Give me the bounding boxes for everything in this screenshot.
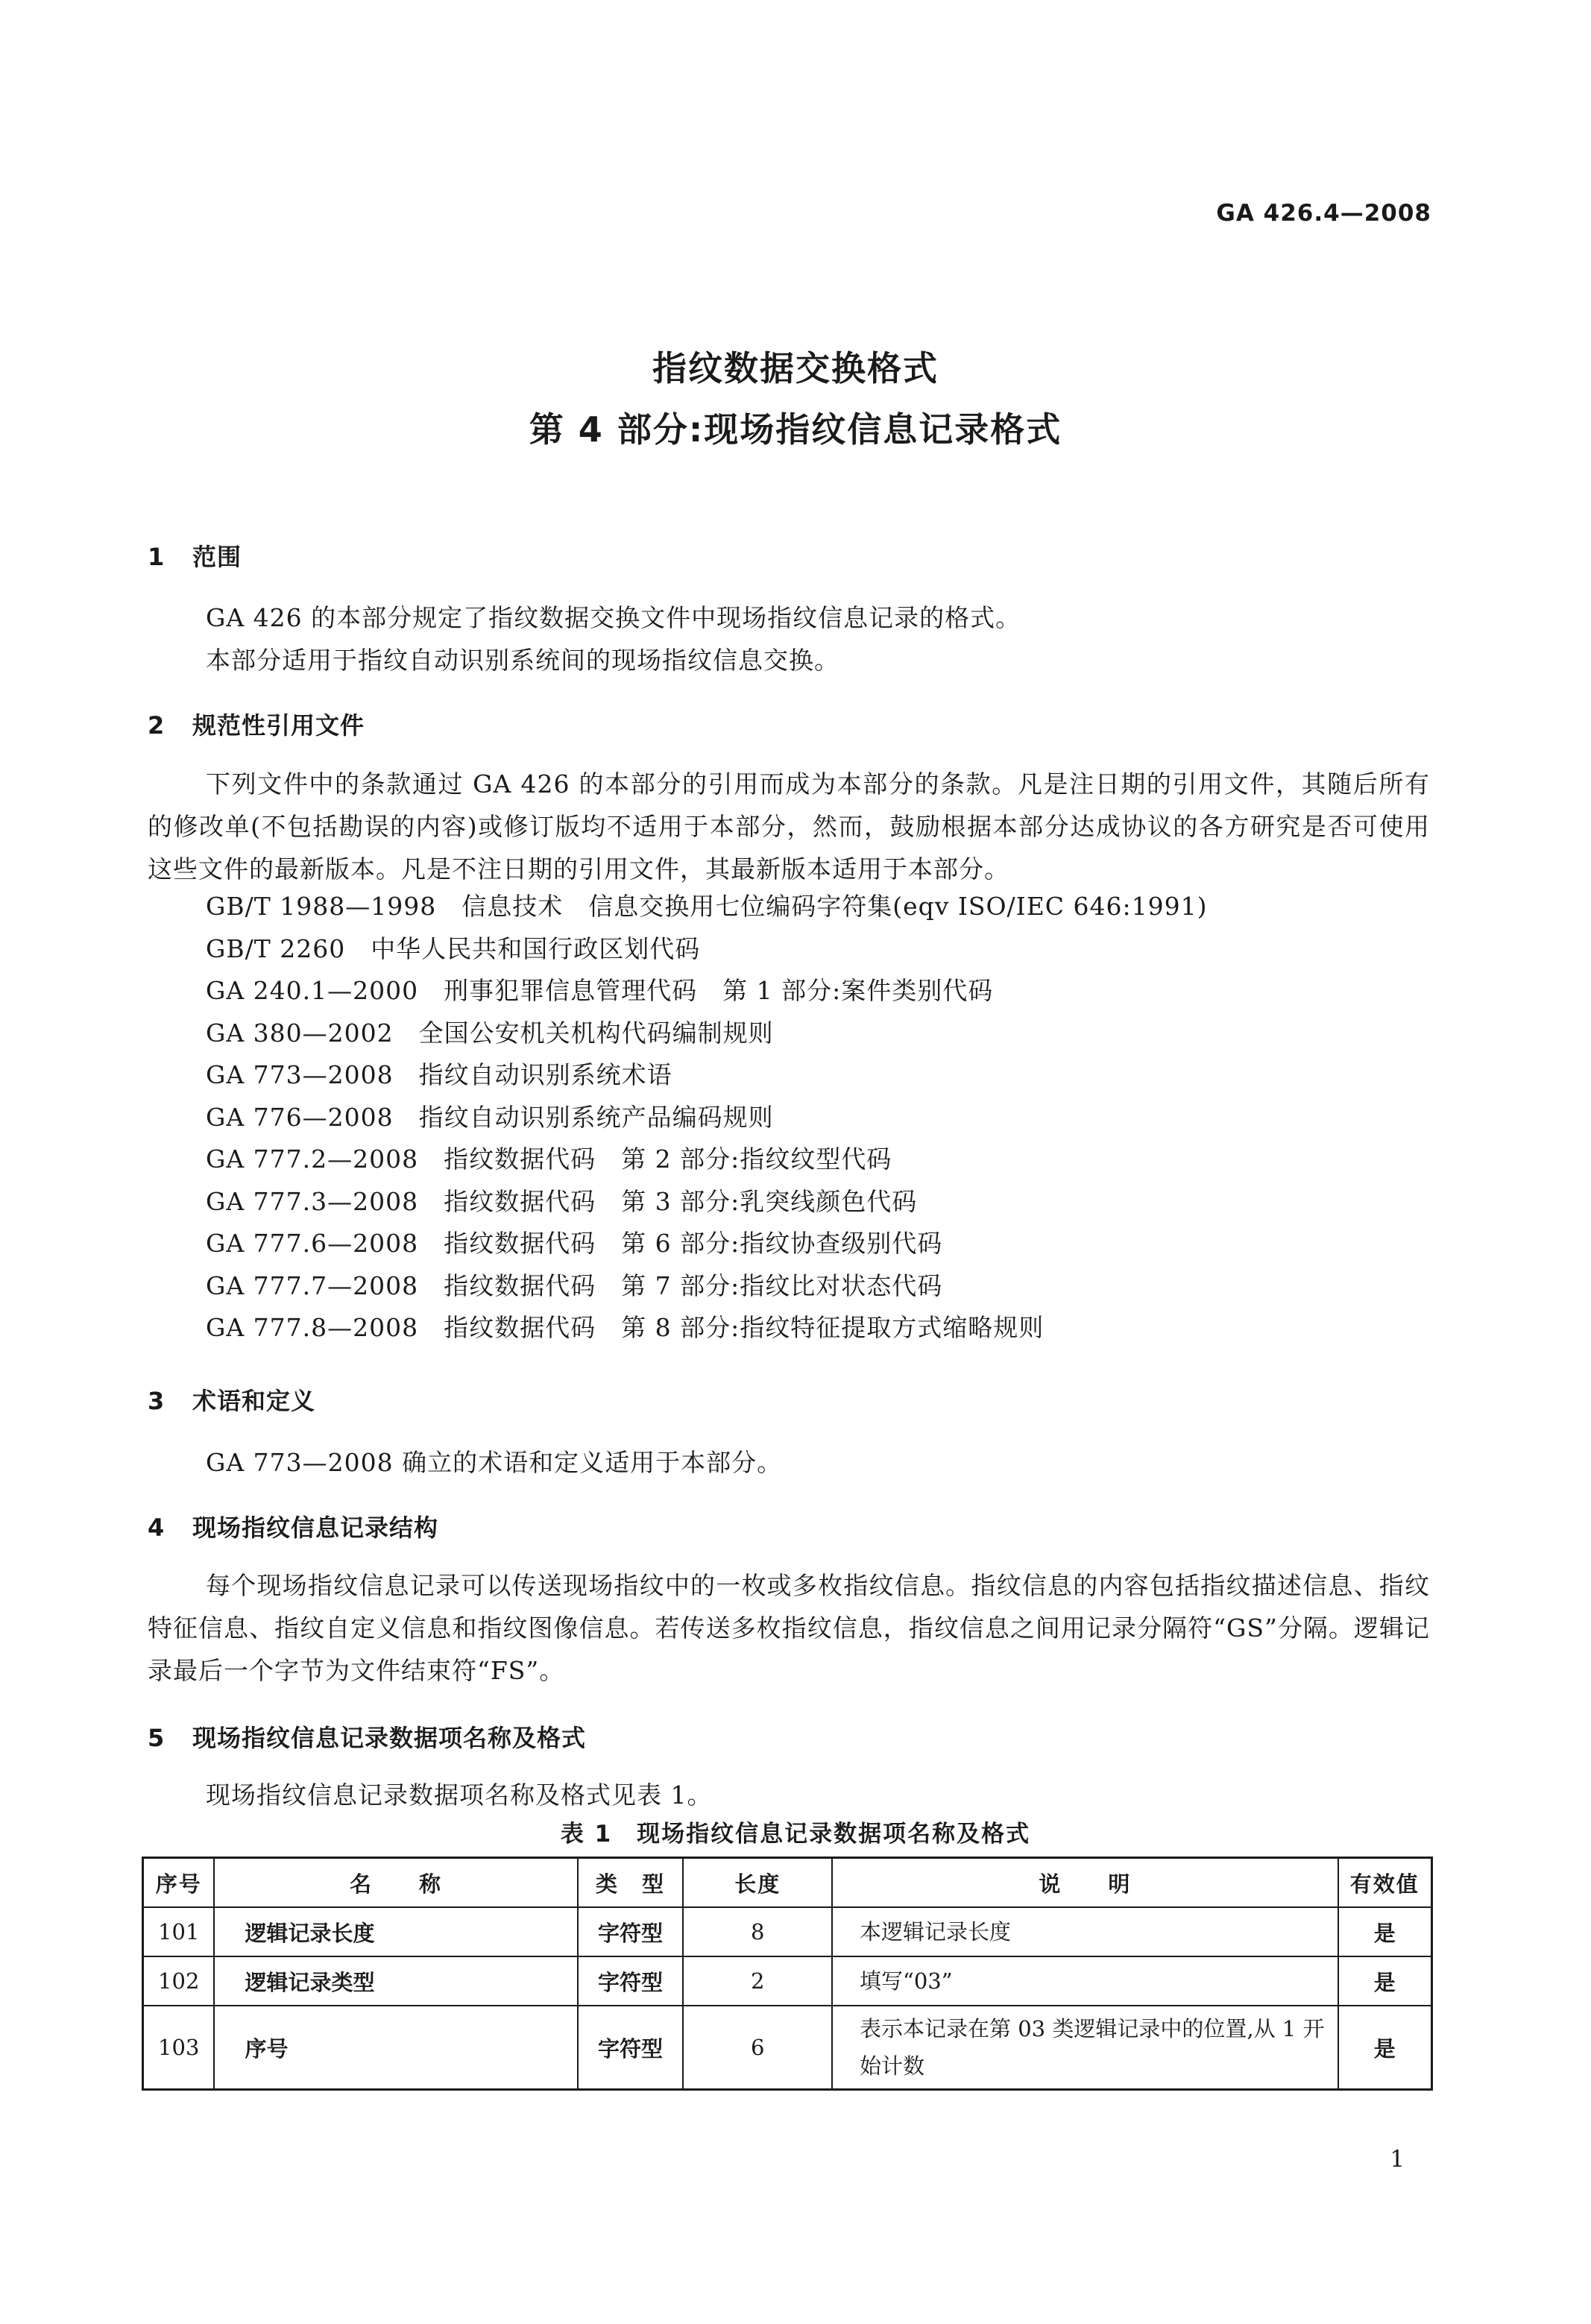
section-number: 5 [148, 1724, 166, 1752]
section-1-paragraph-1: GA 426 的本部分规定了指纹数据交换文件中现场指纹信息记录的格式。 [206, 603, 1021, 632]
column-header-length: 长度 [683, 1858, 832, 1908]
column-header-type: 类 型 [578, 1858, 684, 1908]
section-title: 规范性引用文件 [192, 711, 365, 740]
section-1-heading [148, 538, 242, 573]
reference-item [206, 1098, 1208, 1141]
cell-valid: 是 [1338, 2006, 1432, 2090]
section-number: 1 [148, 543, 166, 571]
reference-code: GA 777.8—2008 [206, 1313, 419, 1342]
reference-item [206, 1140, 1208, 1183]
cell-desc: 本逻辑记录长度 [832, 1907, 1338, 1956]
reference-title: 指纹自动识别系统产品编码规则 [418, 1102, 774, 1132]
cell-name: 逻辑记录长度 [214, 1907, 577, 1956]
table-row [143, 1956, 1432, 2006]
cell-seq: 102 [143, 1956, 215, 2006]
cell-type: 字符型 [578, 1956, 684, 2006]
document-title-line2: 第 4 部分:现场指纹信息记录格式 [529, 409, 1062, 450]
reference-code: GA 777.2—2008 [206, 1144, 419, 1174]
cell-desc: 表示本记录在第 03 类逻辑记录中的位置,从 1 开始计数 [832, 2006, 1338, 2090]
reference-title: 指纹数据代码 第 8 部分:指纹特征提取方式缩略规则 [444, 1313, 1045, 1342]
section-number: 2 [148, 711, 166, 740]
reference-title: 指纹数据代码 第 2 部分:指纹纹型代码 [444, 1144, 892, 1174]
reference-item [206, 1183, 1208, 1225]
reference-code: GA 776—2008 [206, 1102, 394, 1132]
table-row [143, 1907, 1432, 1956]
reference-code: GA 380—2002 [206, 1018, 394, 1048]
cell-name: 序号 [214, 2006, 577, 2090]
normative-references-list [206, 887, 1208, 1351]
paragraph-text: 下列文件中的条款通过 GA 426 的本部分的引用而成为本部分的条款。凡是注日期的引用文件，其随后所有的修改单(不包括勘误的内容)或修订版均不适用于本部分，然而，鼓励根据本部分达成协议的各方研究是否可使用这些文件的最新版本。凡是不注日期的引用文件，其最新版本适用于本部分。 [148, 769, 1430, 884]
reference-title: 指纹自动识别系统术语 [418, 1060, 672, 1089]
cell-desc: 填写“03” [832, 1956, 1338, 2006]
reference-title: 全国公安机关机构代码编制规则 [418, 1018, 774, 1048]
section-4-heading [148, 1509, 438, 1543]
data-items-table [142, 1857, 1433, 2091]
column-header-valid: 有效值 [1338, 1858, 1432, 1908]
section-4-paragraph [148, 1564, 1430, 1692]
reference-code: GA 773—2008 [206, 1060, 394, 1089]
page-number: 1 [1390, 2146, 1405, 2173]
reference-item [206, 1014, 1208, 1056]
reference-title: 信息技术 信息交换用七位编码字符集(eqv ISO/IEC 646:1991) [461, 892, 1208, 921]
cell-type: 字符型 [578, 1907, 684, 1956]
reference-item [206, 972, 1208, 1014]
cell-seq: 103 [143, 2006, 215, 2090]
reference-title: 中华人民共和国行政区划代码 [371, 933, 701, 963]
section-2-heading [148, 707, 365, 741]
section-title: 范围 [192, 543, 242, 571]
section-title: 现场指纹信息记录数据项名称及格式 [192, 1724, 587, 1752]
standard-code: GA 426.4—2008 [1216, 200, 1431, 227]
document-title-line1: 指纹数据交换格式 [652, 348, 939, 388]
section-number: 4 [148, 1514, 166, 1542]
cell-name: 逻辑记录类型 [214, 1956, 577, 2006]
section-title: 现场指纹信息记录结构 [192, 1514, 439, 1542]
cell-length: 8 [683, 1907, 832, 1956]
section-1-paragraph-2: 本部分适用于指纹自动识别系统间的现场指纹信息交换。 [206, 646, 839, 675]
reference-item [206, 1309, 1208, 1351]
table-header-row [143, 1858, 1432, 1908]
column-header-desc: 说 明 [832, 1858, 1338, 1908]
reference-code: GA 777.3—2008 [206, 1186, 419, 1216]
reference-item [206, 887, 1208, 930]
table-caption: 表 1 现场指纹信息记录数据项名称及格式 [560, 1821, 1031, 1848]
section-3-paragraph: GA 773—2008 确立的术语和定义适用于本部分。 [206, 1448, 783, 1477]
reference-code: GB/T 1988—1998 [206, 892, 437, 921]
cell-type: 字符型 [578, 2006, 684, 2090]
cell-valid: 是 [1338, 1956, 1432, 2006]
reference-code: GA 240.1—2000 [206, 976, 419, 1005]
reference-code: GB/T 2260 [206, 933, 346, 963]
reference-code: GA 777.6—2008 [206, 1229, 419, 1258]
section-3-heading [148, 1382, 315, 1417]
section-5-paragraph: 现场指纹信息记录数据项名称及格式见表 1。 [206, 1780, 713, 1810]
section-number: 3 [148, 1387, 166, 1415]
section-title: 术语和定义 [192, 1387, 316, 1415]
column-header-seq: 序号 [143, 1858, 215, 1908]
cell-seq: 101 [143, 1907, 215, 1956]
reference-title: 指纹数据代码 第 7 部分:指纹比对状态代码 [444, 1270, 943, 1300]
reference-code: GA 777.7—2008 [206, 1270, 419, 1300]
section-5-heading [148, 1719, 586, 1754]
reference-title: 刑事犯罪信息管理代码 第 1 部分:案件类别代码 [444, 976, 994, 1005]
paragraph-text: 每个现场指纹信息记录可以传送现场指纹中的一枚或多枚指纹信息。指纹信息的内容包括指纹描述信息、指纹特征信息、指纹自定义信息和指纹图像信息。若传送多枚指纹信息，指纹信息之间用记录分隔符“GS”分隔。逻辑记录最后一个字节为文件结束符“FS”。 [148, 1571, 1430, 1685]
reference-item [206, 1224, 1208, 1267]
cell-length: 2 [683, 1956, 832, 2006]
reference-item [206, 1267, 1208, 1309]
reference-title: 指纹数据代码 第 3 部分:乳突线颜色代码 [444, 1186, 918, 1216]
column-header-name: 名 称 [214, 1858, 577, 1908]
cell-valid: 是 [1338, 1907, 1432, 1956]
reference-item [206, 1056, 1208, 1098]
reference-item [206, 930, 1208, 972]
section-2-paragraph [148, 763, 1430, 890]
reference-title: 指纹数据代码 第 6 部分:指纹协查级别代码 [444, 1229, 943, 1258]
cell-length: 6 [683, 2006, 832, 2090]
table-row [143, 2006, 1432, 2090]
